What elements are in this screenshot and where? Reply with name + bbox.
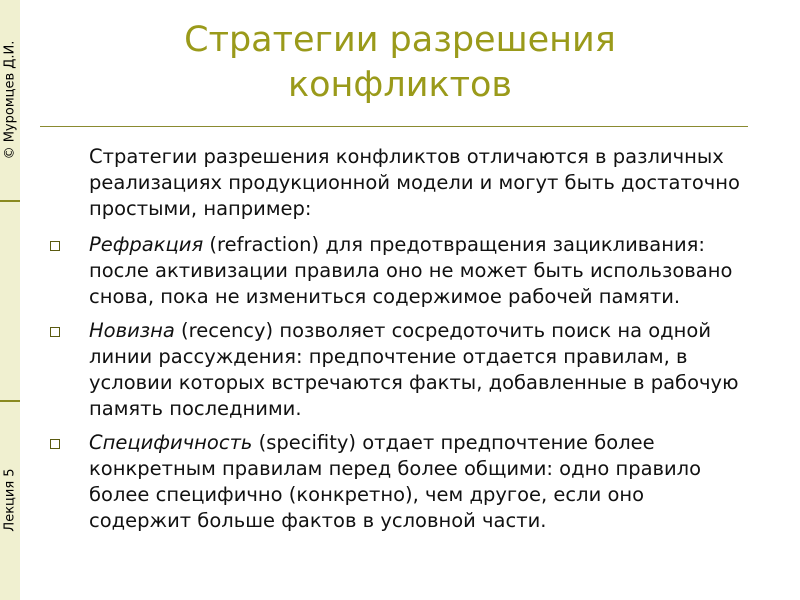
lecture-label: Лекция 5: [2, 468, 18, 532]
bullet-text: (specifity) отдает предпочтение более конкретным правилам перед более общими: одно правило более специфично (конкретно), чем другое, если оно содержит больше фактов в условной части.: [89, 431, 702, 532]
sidebar-divider: [0, 200, 20, 202]
bullet-item-specificity: [46, 430, 746, 534]
intro-paragraph: Стратегии разрешения конфликтов отличаются в различных реализациях продукционной модели и могут быть достаточно простыми, например:: [89, 145, 740, 220]
bullet-term: Специфичность: [89, 431, 253, 454]
bullet-text: (refraction) для предотвращения зацикливания: после активизации правила оно не может быть использовано снова, пока не измениться содержимое рабочей памяти.: [89, 233, 733, 308]
square-bullet-icon: [50, 241, 60, 251]
sidebar: [0, 0, 20, 600]
title-divider: [40, 126, 748, 127]
author-credit: © Муромцев Д.И.: [2, 40, 18, 160]
slide-title-line-2: конфликтов: [287, 65, 513, 105]
bullet-item-recency: [46, 318, 746, 422]
bullet-term: Новизна: [89, 319, 175, 342]
slide-title: [40, 18, 760, 108]
slide-title-line-1: Стратегии разрешения: [184, 20, 616, 60]
square-bullet-icon: [50, 327, 60, 337]
bullet-text: (recency) позволяет сосредоточить поиск на одной линии рассуждения: предпочтение отдается правилам, в условии которых встречаются факты, добавленные в рабочую память последними.: [89, 319, 739, 420]
sidebar-divider: [0, 400, 20, 402]
slide-body: [46, 144, 746, 542]
bullet-term: Рефракция: [89, 233, 204, 256]
square-bullet-icon: [50, 439, 60, 449]
bullet-item-refraction: [46, 232, 746, 310]
